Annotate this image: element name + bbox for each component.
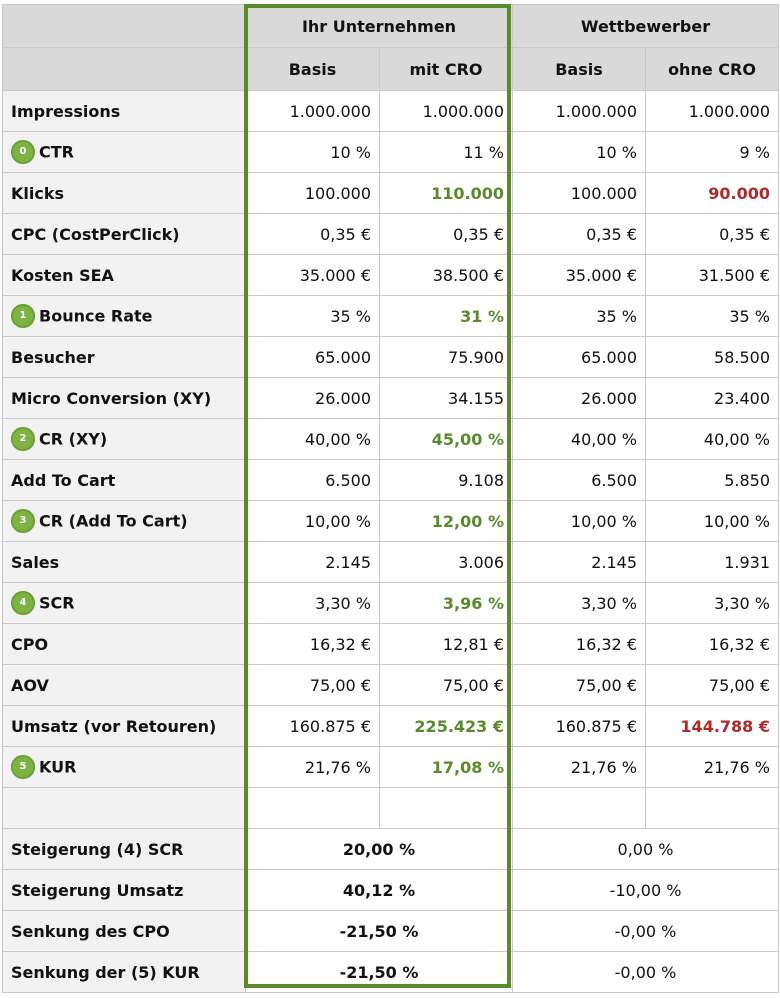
value-cell: 40,00 % xyxy=(246,419,380,460)
value-cell: 0,35 € xyxy=(646,214,779,255)
value-cell: 144.788 € xyxy=(646,706,779,747)
table-row xyxy=(3,337,779,378)
value-cell: 1.000.000 xyxy=(513,91,646,132)
header-company: Ihr Unternehmen xyxy=(246,5,513,48)
table-row xyxy=(3,542,779,583)
summary-company-value: -21,50 % xyxy=(246,952,513,993)
value-cell: 45,00 % xyxy=(380,419,513,460)
value-cell: 35 % xyxy=(646,296,779,337)
table-row xyxy=(3,132,779,173)
summary-row xyxy=(3,952,779,993)
spacer-cell xyxy=(246,788,380,829)
row-label xyxy=(3,583,246,624)
summary-label: Steigerung Umsatz xyxy=(3,870,246,911)
step-number-badge: 3 xyxy=(11,509,35,533)
row-label-text: SCR xyxy=(39,593,75,613)
value-cell: 1.000.000 xyxy=(646,91,779,132)
row-label xyxy=(3,337,246,378)
table-row xyxy=(3,378,779,419)
header-row-columns xyxy=(3,48,779,91)
row-label-text: Micro Conversion (XY) xyxy=(11,389,212,408)
row-label-text: Besucher xyxy=(11,348,95,367)
summary-competitor-value: -0,00 % xyxy=(513,952,779,993)
value-cell: 3.006 xyxy=(380,542,513,583)
row-label xyxy=(3,624,246,665)
value-cell: 11 % xyxy=(380,132,513,173)
value-cell: 75,00 € xyxy=(646,665,779,706)
row-label xyxy=(3,542,246,583)
value-cell: 0,35 € xyxy=(246,214,380,255)
header-competitor: Wettbewerber xyxy=(513,5,779,48)
data-rows xyxy=(3,91,779,788)
value-cell: 75,00 € xyxy=(246,665,380,706)
header-col-basis-competitor: Basis xyxy=(513,48,646,91)
row-label-text: Add To Cart xyxy=(11,471,116,490)
spacer-cell xyxy=(646,788,779,829)
table-row xyxy=(3,419,779,460)
header-col-ohne-cro: ohne CRO xyxy=(646,48,779,91)
value-cell: 16,32 € xyxy=(646,624,779,665)
value-cell: 40,00 % xyxy=(513,419,646,460)
table-row xyxy=(3,91,779,132)
step-number-badge: 1 xyxy=(11,304,35,328)
row-label-text: AOV xyxy=(11,676,49,695)
row-label-text: Klicks xyxy=(11,184,65,203)
summary-company-value: -21,50 % xyxy=(246,911,513,952)
value-cell: 31.500 € xyxy=(646,255,779,296)
value-cell: 100.000 xyxy=(246,173,380,214)
table-row xyxy=(3,583,779,624)
row-label xyxy=(3,173,246,214)
value-cell: 6.500 xyxy=(513,460,646,501)
value-cell: 3,30 % xyxy=(646,583,779,624)
value-cell: 65.000 xyxy=(513,337,646,378)
row-label-text: CPO xyxy=(11,635,49,654)
summary-label: Senkung der (5) KUR xyxy=(3,952,246,993)
value-cell: 35.000 € xyxy=(513,255,646,296)
table-row xyxy=(3,665,779,706)
value-cell: 1.000.000 xyxy=(246,91,380,132)
header-col-basis: Basis xyxy=(246,48,380,91)
summary-competitor-value: 0,00 % xyxy=(513,829,779,870)
row-label xyxy=(3,747,246,788)
row-label xyxy=(3,501,246,542)
value-cell: 35 % xyxy=(246,296,380,337)
row-label xyxy=(3,378,246,419)
row-label xyxy=(3,132,246,173)
summary-competitor-value: -0,00 % xyxy=(513,911,779,952)
row-label xyxy=(3,665,246,706)
value-cell: 21,76 % xyxy=(513,747,646,788)
row-label xyxy=(3,214,246,255)
value-cell: 16,32 € xyxy=(246,624,380,665)
spacer-cell xyxy=(380,788,513,829)
value-cell: 3,30 % xyxy=(246,583,380,624)
value-cell: 31 % xyxy=(380,296,513,337)
value-cell: 21,76 % xyxy=(246,747,380,788)
value-cell: 3,96 % xyxy=(380,583,513,624)
table-row xyxy=(3,460,779,501)
step-number-badge: 2 xyxy=(11,427,35,451)
value-cell: 17,08 % xyxy=(380,747,513,788)
value-cell: 10,00 % xyxy=(646,501,779,542)
row-label xyxy=(3,255,246,296)
row-label-text: Umsatz (vor Retouren) xyxy=(11,717,217,736)
value-cell: 26.000 xyxy=(246,378,380,419)
value-cell: 1.000.000 xyxy=(380,91,513,132)
row-label-text: Sales xyxy=(11,553,60,572)
row-label xyxy=(3,460,246,501)
value-cell: 75,00 € xyxy=(513,665,646,706)
header-corner-2 xyxy=(3,48,246,91)
table-row xyxy=(3,173,779,214)
summary-row xyxy=(3,829,779,870)
value-cell: 10 % xyxy=(513,132,646,173)
header-col-mit-cro: mit CRO xyxy=(380,48,513,91)
spacer-label xyxy=(3,788,246,829)
summary-company-value: 40,12 % xyxy=(246,870,513,911)
header-row-groups xyxy=(3,5,779,48)
value-cell: 38.500 € xyxy=(380,255,513,296)
value-cell: 160.875 € xyxy=(246,706,380,747)
value-cell: 58.500 xyxy=(646,337,779,378)
row-label-text: CTR xyxy=(39,142,74,162)
value-cell: 75.900 xyxy=(380,337,513,378)
row-label-text: KUR xyxy=(39,757,77,777)
value-cell: 0,35 € xyxy=(513,214,646,255)
value-cell: 2.145 xyxy=(246,542,380,583)
summary-row xyxy=(3,911,779,952)
value-cell: 9.108 xyxy=(380,460,513,501)
value-cell: 65.000 xyxy=(246,337,380,378)
step-number-badge: 5 xyxy=(11,755,35,779)
value-cell: 3,30 % xyxy=(513,583,646,624)
value-cell: 225.423 € xyxy=(380,706,513,747)
table-row xyxy=(3,624,779,665)
summary-company-value: 20,00 % xyxy=(246,829,513,870)
value-cell: 5.850 xyxy=(646,460,779,501)
row-label xyxy=(3,91,246,132)
row-label-text: Bounce Rate xyxy=(39,306,153,326)
kpi-comparison-table xyxy=(2,4,779,993)
value-cell: 26.000 xyxy=(513,378,646,419)
value-cell: 10,00 % xyxy=(513,501,646,542)
value-cell: 35 % xyxy=(513,296,646,337)
table-row xyxy=(3,214,779,255)
value-cell: 160.875 € xyxy=(513,706,646,747)
summary-row xyxy=(3,870,779,911)
value-cell: 12,00 % xyxy=(380,501,513,542)
value-cell: 110.000 xyxy=(380,173,513,214)
row-label xyxy=(3,706,246,747)
value-cell: 2.145 xyxy=(513,542,646,583)
value-cell: 75,00 € xyxy=(380,665,513,706)
row-label xyxy=(3,296,246,337)
value-cell: 9 % xyxy=(646,132,779,173)
value-cell: 40,00 % xyxy=(646,419,779,460)
value-cell: 34.155 xyxy=(380,378,513,419)
row-label-text: CR (Add To Cart) xyxy=(39,511,188,531)
value-cell: 100.000 xyxy=(513,173,646,214)
summary-competitor-value: -10,00 % xyxy=(513,870,779,911)
table-row xyxy=(3,255,779,296)
row-label-text: CPC (CostPerClick) xyxy=(11,225,180,244)
summary-label: Senkung des CPO xyxy=(3,911,246,952)
table-row xyxy=(3,706,779,747)
value-cell: 0,35 € xyxy=(380,214,513,255)
value-cell: 23.400 xyxy=(646,378,779,419)
spacer-cell xyxy=(513,788,646,829)
value-cell: 12,81 € xyxy=(380,624,513,665)
value-cell: 6.500 xyxy=(246,460,380,501)
header-corner xyxy=(3,5,246,48)
summary-rows xyxy=(3,829,779,993)
value-cell: 1.931 xyxy=(646,542,779,583)
value-cell: 21,76 % xyxy=(646,747,779,788)
summary-label: Steigerung (4) SCR xyxy=(3,829,246,870)
value-cell: 90.000 xyxy=(646,173,779,214)
value-cell: 10 % xyxy=(246,132,380,173)
row-label-text: CR (XY) xyxy=(39,429,108,449)
value-cell: 10,00 % xyxy=(246,501,380,542)
row-label-text: Impressions xyxy=(11,102,121,121)
step-number-badge: 4 xyxy=(11,591,35,615)
table-row xyxy=(3,747,779,788)
value-cell: 16,32 € xyxy=(513,624,646,665)
row-label xyxy=(3,419,246,460)
spacer-row xyxy=(3,788,779,829)
table-row xyxy=(3,501,779,542)
value-cell: 35.000 € xyxy=(246,255,380,296)
row-label-text: Kosten SEA xyxy=(11,266,114,285)
step-number-badge: 0 xyxy=(11,140,35,164)
table-row xyxy=(3,296,779,337)
